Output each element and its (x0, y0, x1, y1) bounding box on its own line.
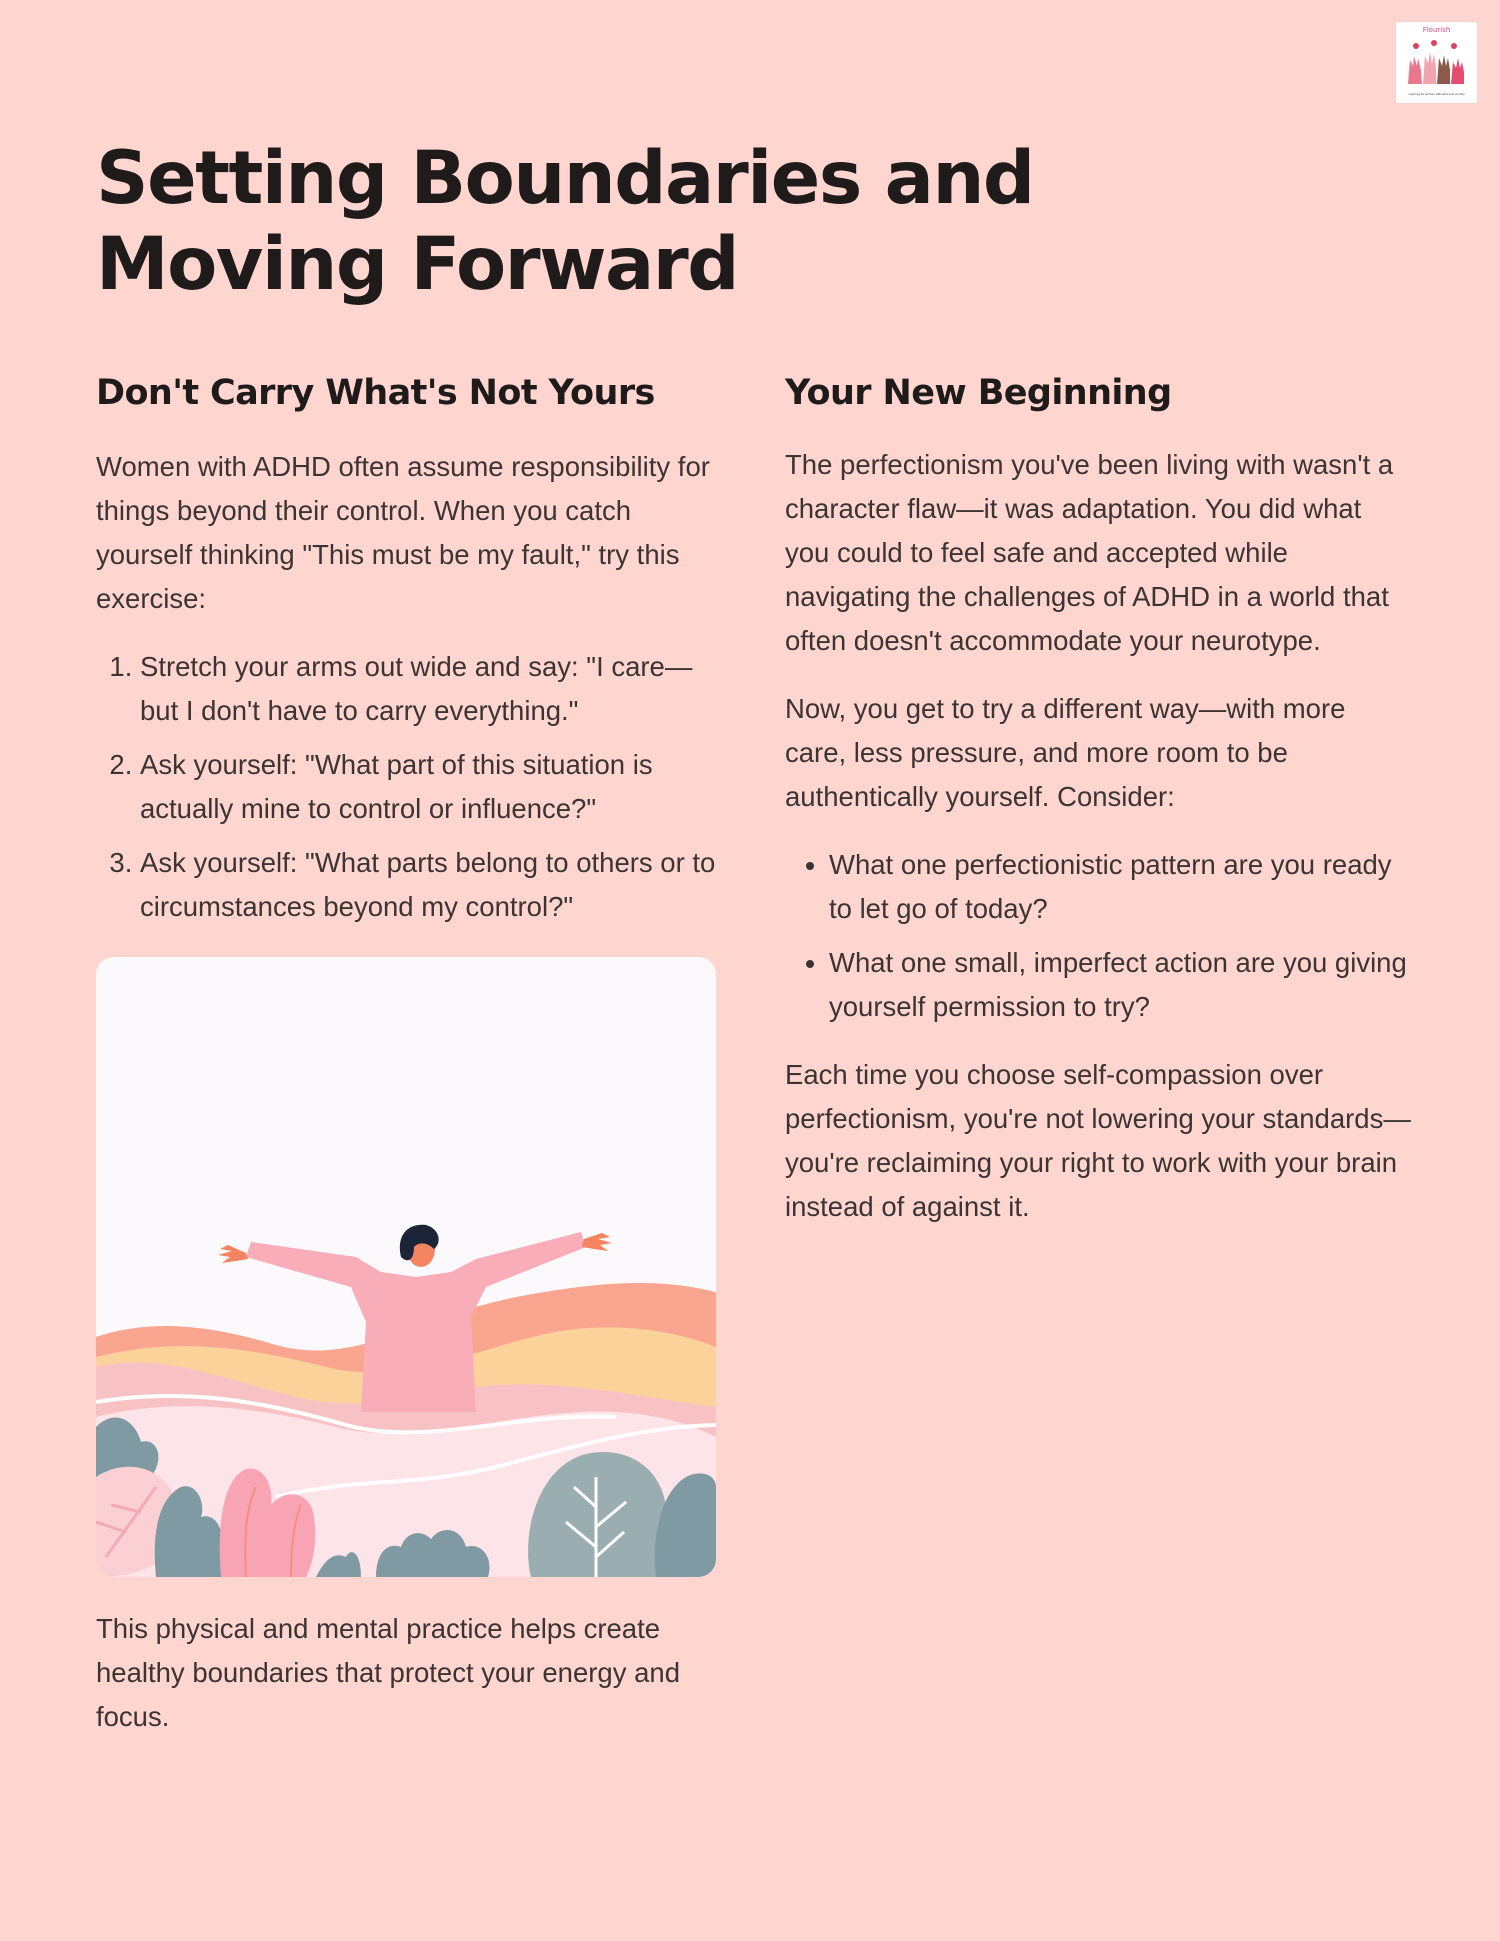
page-title (96, 136, 1296, 308)
exercise-step: 2. Ask yourself: "What part of this situation is actually mine to control or influence?" (140, 743, 722, 831)
brand-logo (1396, 22, 1477, 103)
left-heading: Don't Carry What's Not Yours (96, 373, 655, 413)
woman-arms-outstretched-illustration (96, 957, 716, 1577)
left-closing: This physical and mental practice helps create healthy boundaries that protect your energy and focus. (96, 1613, 680, 1732)
raised-hands-logo-icon (1396, 22, 1477, 103)
woman-arms-outstretched-landscape-illustration (96, 957, 716, 1577)
exercise-step: 1. Stretch your arms out wide and say: "I care—but I don't have to carry everything." (140, 645, 722, 733)
right-paragraph-1: The perfectionism you've been living with wasn't a character flaw—it was adaptation. You did what you could to feel safe and accepted while navigating the challenges of ADHD in a world that often doesn't accommodate your neurotype. (785, 449, 1394, 656)
logo-brand-text: Flourish (1422, 26, 1451, 34)
reflection-questions (785, 843, 1411, 1029)
left-column (96, 372, 722, 1739)
reflection-question: • What one perfectionistic pattern are you ready to let go of today? (829, 843, 1411, 931)
exercise-steps (96, 645, 722, 929)
right-paragraph-2: Now, you get to try a different way—with more care, less pressure, and more room to be authentically yourself. Consider: (785, 693, 1346, 812)
logo-tagline-text: coaching for women with adhd and anxiety (1408, 93, 1465, 96)
right-column (785, 372, 1411, 1229)
right-heading: Your New Beginning (785, 373, 1172, 413)
left-intro: Women with ADHD often assume responsibility for things beyond their control. When you catch yourself thinking "This must be my fault," try this exercise: (96, 451, 710, 614)
page-title-line-2: Moving Forward (96, 222, 739, 307)
exercise-step: 3. Ask yourself: "What parts belong to others or to circumstances beyond my control?" (140, 841, 722, 929)
right-paragraph-3: Each time you choose self-compassion over perfectionism, you're not lowering your standards—you're reclaiming your right to work with your brain instead of against it. (785, 1059, 1411, 1222)
page-title-line-1: Setting Boundaries and (96, 136, 1034, 221)
reflection-question: • What one small, imperfect action are you giving yourself permission to try? (829, 941, 1411, 1029)
